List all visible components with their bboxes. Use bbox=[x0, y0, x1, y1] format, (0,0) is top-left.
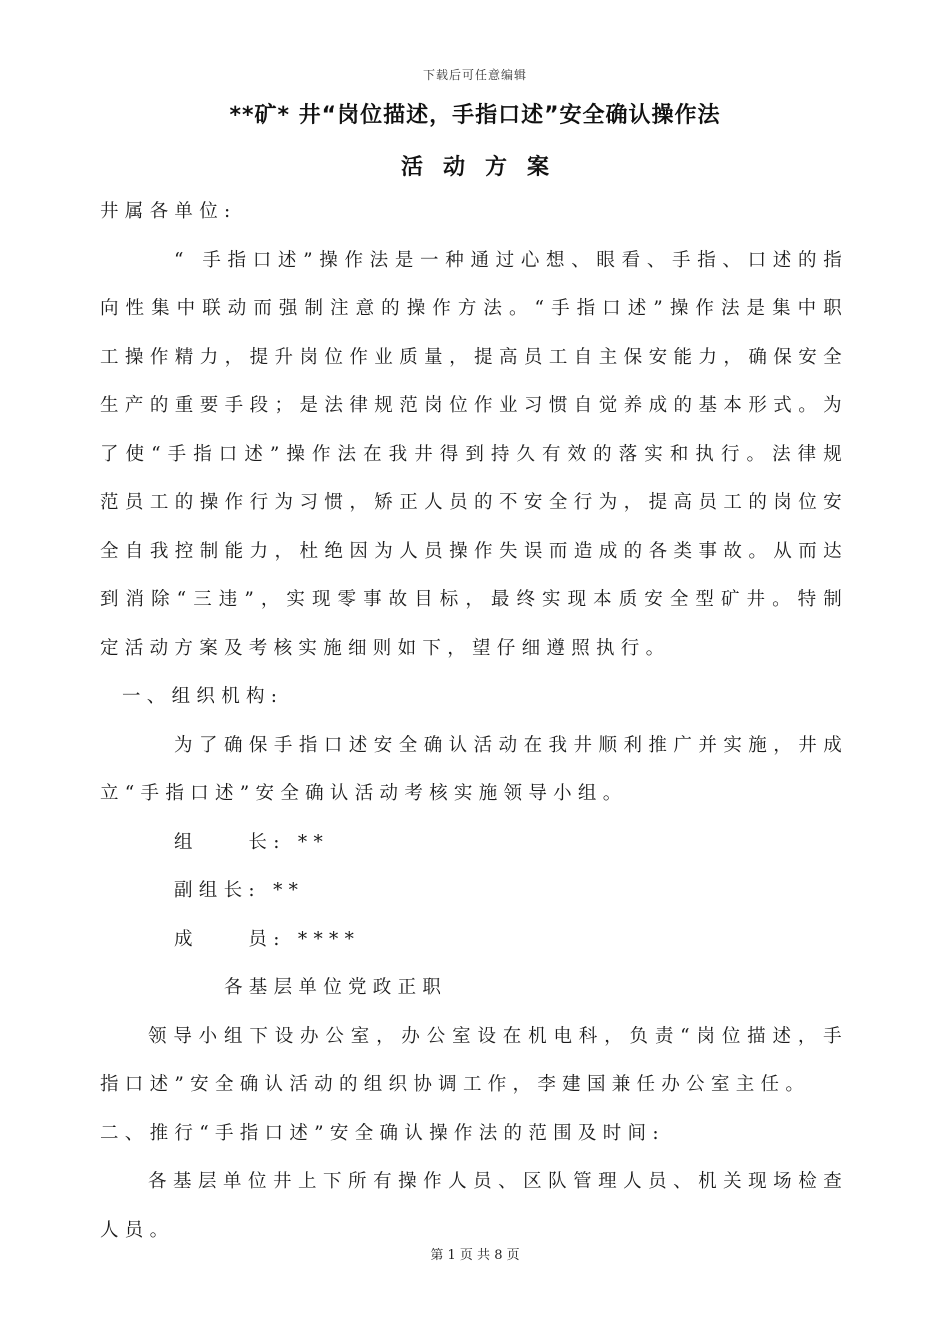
document-subtitle: 活动方案 bbox=[400, 155, 569, 180]
document-body bbox=[100, 188, 848, 1255]
members-row bbox=[100, 916, 848, 965]
members-value: **** bbox=[297, 928, 361, 950]
deputy-label: 副组长: bbox=[174, 880, 261, 901]
section-2-heading: 二、推行“手指口述”安全确认操作法的范围及时间: bbox=[100, 1122, 665, 1144]
section-1-heading: 一、组织机构: bbox=[122, 686, 284, 707]
section-2-paragraph: 各基层单位井上下所有操作人员、区队管理人员、机关现场检查人员。 bbox=[100, 1171, 848, 1241]
document-title: **矿* 井“岗位描述，手指口述”安全确认操作法 bbox=[229, 103, 721, 128]
intro-paragraph: “ 手指口述”操作法是一种通过心想、眼看、手指、口述的指向性集中联动而强制注意的操作方法。“手指口述”操作法是集中职工操作精力，提升岗位作业质量，提高员工自主保安能力，确保安全生产的重要手段；是法律规范岗位作业习惯自觉养成的基本形式。为了使“手指口述”操作法在我井得到持久有效的落实和执行。法律规范员工的操作行为习惯，矫正人员的不安全行为，提高员工的岗位安全自我控制能力，杜绝因为人员操作失误而造成的各类事故。从而达到消除“三违”，实现零事故目标，最终实现本质安全型矿井。特制定活动方案及考核实施细则如下，望仔细遵照执行。 bbox=[100, 249, 848, 659]
header-note: 下载后可任意编辑 bbox=[422, 68, 527, 82]
leader-label: 组 长: bbox=[174, 831, 286, 853]
page-footer: 第 1 页 共 8 页 bbox=[430, 1248, 520, 1263]
deputy-row bbox=[100, 867, 848, 916]
salutation: 井属各单位: bbox=[100, 201, 237, 222]
leader-row bbox=[100, 819, 848, 868]
office-paragraph: 领导小组下设办公室，办公室设在机电科，负责“岗位描述，手指口述”安全确认活动的组织协调工作，李建国兼任办公室主任。 bbox=[100, 1025, 848, 1095]
members-label: 成 员: bbox=[174, 928, 286, 950]
deputy-value: ** bbox=[273, 880, 305, 901]
leader-value: ** bbox=[297, 831, 330, 853]
section-1-paragraph: 为了确保手指口述安全确认活动在我井顺利推广并实施，井成立“手指口述”安全确认活动考核实施领导小组。 bbox=[100, 734, 848, 804]
members-note: 各基层单位党政正职 bbox=[224, 977, 448, 998]
